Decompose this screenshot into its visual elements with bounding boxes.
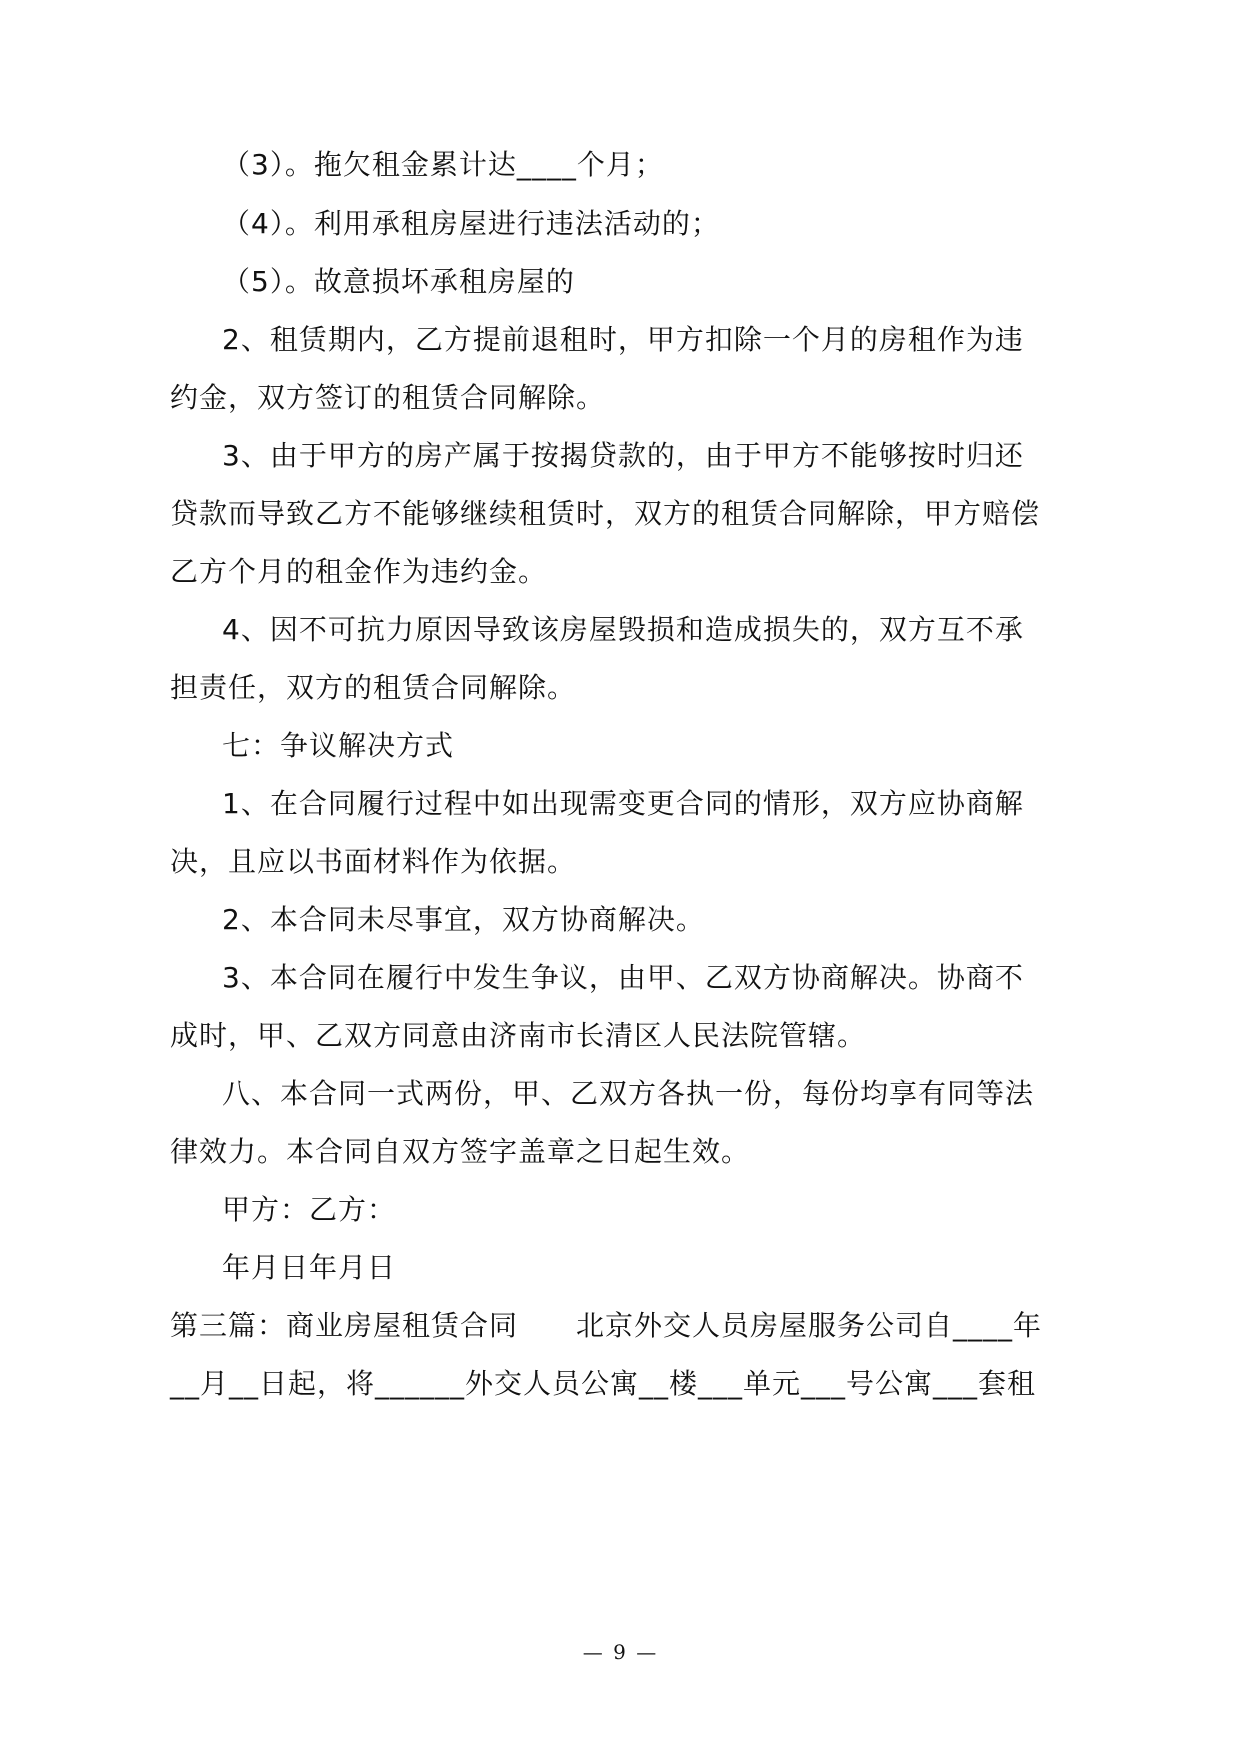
text-line: 3、本合同在履行中发生争议，由甲、乙双方协商解决。协商不: [222, 961, 1024, 994]
signature-date-line: 年月日年月日: [222, 1251, 397, 1284]
text-line: 2、本合同未尽事宜，双方协商解决。: [222, 903, 705, 936]
text-line: 决，且应以书面材料作为依据。: [170, 845, 577, 878]
text-line: （4）。利用承租房屋进行违法活动的；: [222, 207, 720, 240]
text-line: 八、本合同一式两份，甲、乙双方各执一份，每份均享有同等法: [222, 1077, 1035, 1110]
section-heading: 七：争议解决方式: [222, 729, 455, 762]
text-line: 4、因不可抗力原因导致该房屋毁损和造成损失的，双方互不承: [222, 613, 1024, 646]
text-line: __月__日起，将______外交人员公寓__楼___单元___号公寓___套租: [170, 1367, 1037, 1400]
signature-parties-line: 甲方：乙方：: [222, 1193, 397, 1226]
text-line: 2、租赁期内，乙方提前退租时，甲方扣除一个月的房租作为违: [222, 323, 1024, 356]
page-number: — 9 —: [582, 1640, 659, 1664]
text-line: 1、在合同履行过程中如出现需变更合同的情形，双方应协商解: [222, 787, 1024, 820]
text-line: 3、由于甲方的房产属于按揭贷款的，由于甲方不能够按时归还: [222, 439, 1024, 472]
text-line: （5）。故意损坏承租房屋的: [222, 265, 575, 298]
text-line: 贷款而导致乙方不能够继续租赁时，双方的租赁合同解除，甲方赔偿: [170, 497, 1041, 530]
chapter-heading-line: 第三篇：商业房屋租赁合同 北京外交人员房屋服务公司自____年: [170, 1309, 1043, 1342]
text-line: （3）。拖欠租金累计达____个月；: [222, 148, 664, 181]
text-line: 律效力。本合同自双方签字盖章之日起生效。: [170, 1135, 751, 1168]
text-line: 约金，双方签订的租赁合同解除。: [170, 381, 606, 414]
text-line: 成时，甲、乙双方同意由济南市长清区人民法院管辖。: [170, 1019, 867, 1052]
text-line: 乙方个月的租金作为违约金。: [170, 555, 548, 588]
text-line: 担责任，双方的租赁合同解除。: [170, 671, 577, 704]
